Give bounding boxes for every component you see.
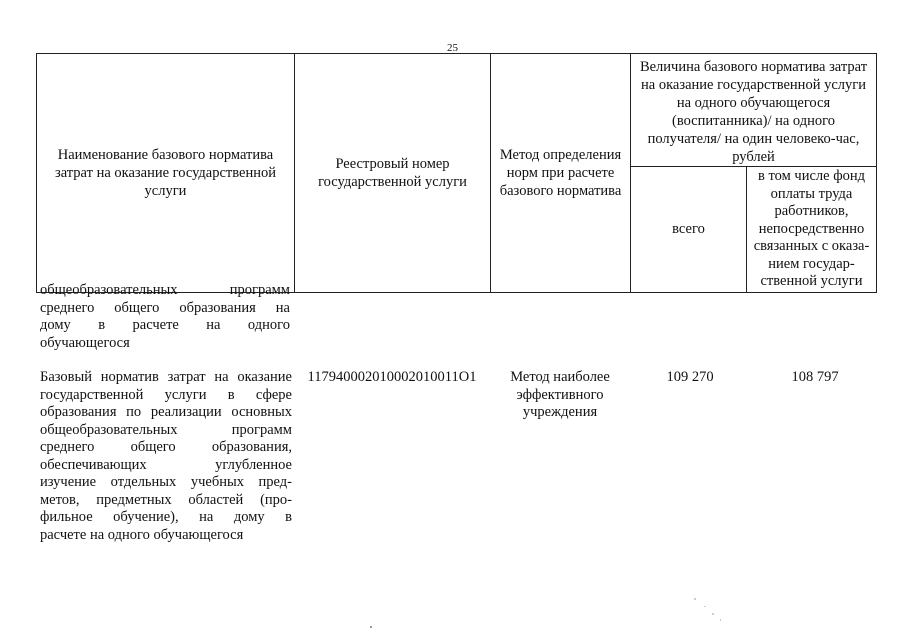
scan-speck: [704, 606, 706, 607]
header-col-fund: в том числе фонд оплаты труда работников, непосредственно связанных с оказа-нием государ-ственной услуги: [747, 167, 877, 293]
row-2-name-line: обеспечивающих углубленное: [40, 456, 292, 473]
header-table: [36, 53, 877, 293]
row-2-fund: 108 797: [791, 369, 839, 385]
row-2-name-line: общеобразовательных программ: [40, 421, 292, 438]
row-2-name-line: государственной услуги в сфере: [40, 386, 292, 403]
header-col-value-group: Величина базового норматива затрат на оказание государственной услуги на одного обучающегося (воспитанника)/ на одного получателя/ на один человеко-час, рублей: [631, 54, 877, 167]
row-2-total: 109 270: [666, 369, 714, 385]
row-2-name-line: метов, предметных областей (про-: [40, 491, 292, 508]
page-number: 25: [447, 42, 458, 54]
row-2-name-line: среднего общего образования,: [40, 439, 292, 455]
header-col-method: Метод определения норм при расчете базового норматива: [491, 54, 631, 293]
row-1-name: [40, 282, 290, 352]
row-1-name-line: дому в расчете на одного: [40, 317, 290, 333]
scan-speck: [712, 613, 714, 615]
row-2-name: [40, 369, 292, 544]
scan-speck: [694, 598, 696, 600]
row-2-name-line: изучение отдельных учебных пред-: [40, 474, 292, 490]
row-1-name-line: обучающегося: [40, 334, 130, 351]
row-2-name-line: Базовый норматив затрат на оказание: [40, 369, 292, 385]
row-2-name-line: расчете на одного обучающегося: [40, 526, 244, 543]
header-col-name: Наименование базового норматива затрат на оказание государственной услуги: [37, 54, 295, 293]
header-col-total: всего: [631, 167, 747, 293]
row-1-name-line: общеобразовательных программ: [40, 282, 290, 298]
header-col-registry: Реестровый номер государственной услуги: [295, 54, 491, 293]
row-1-name-line: среднего общего образования на: [40, 299, 290, 316]
row-2-method: Метод наиболее эффективного учреждения: [510, 369, 610, 420]
row-2-name-line: образования по реализации основных: [40, 404, 292, 420]
scan-speck: [370, 626, 372, 628]
scan-speck: [720, 619, 721, 621]
row-2-registry: 117940002010002010011О1: [307, 369, 477, 385]
row-2-name-line: фильное обучение), на дому в: [40, 509, 292, 525]
